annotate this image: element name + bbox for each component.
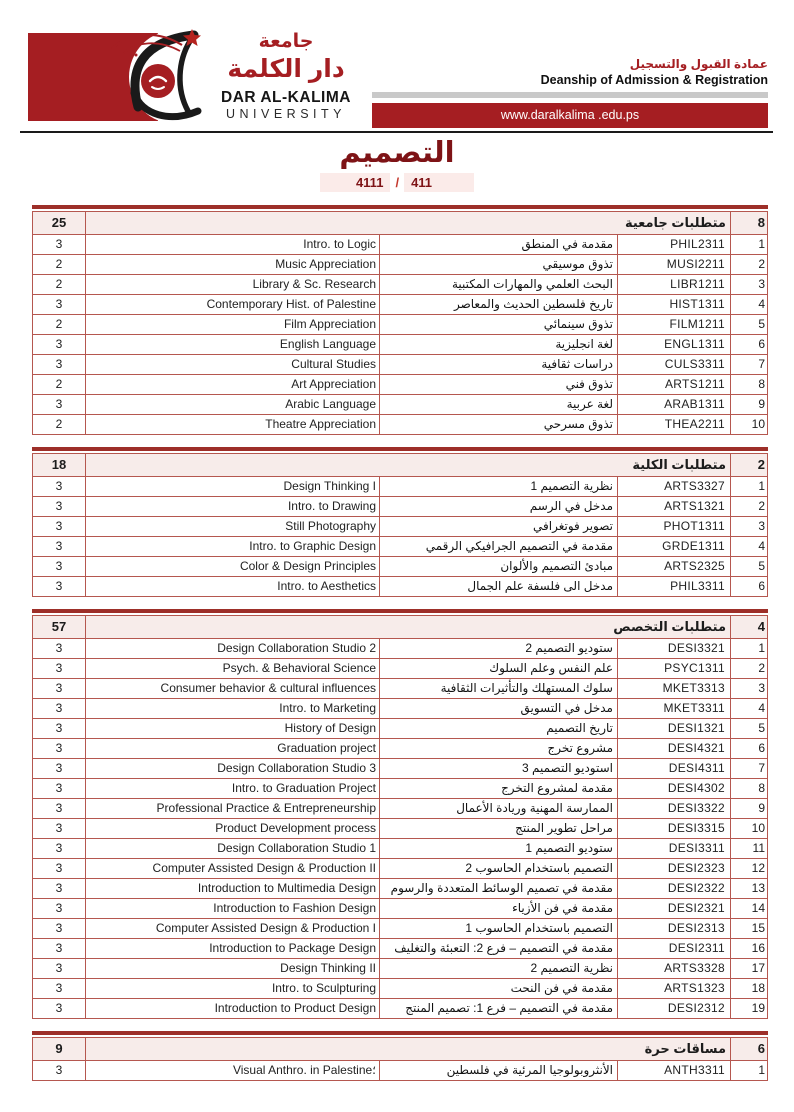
course-name-ar-cell: مقدمة في التصميم الجرافيكي الرقمي [380, 537, 618, 556]
course-row [33, 698, 767, 718]
row-number-cell: 6 [758, 337, 765, 351]
course-name-ar-cell: مقدمة في التصميم – فرع 2: التعبئة والتغليف [380, 939, 618, 958]
credit-hours-cell: 3 [33, 639, 86, 658]
gray-divider-bar [372, 92, 768, 98]
credit-hours-cell: 3 [33, 295, 86, 314]
credit-hours-cell: 3 [33, 999, 86, 1018]
credit-hours-cell: 3 [33, 395, 86, 414]
course-name-en-cell: Intro. to Sculpturing [86, 979, 380, 998]
course-row [33, 838, 767, 858]
course-name-en-cell: Art Appreciation [86, 375, 380, 394]
credit-hours-cell: 3 [33, 779, 86, 798]
deanship-title-arabic: عمادة القبول والتسجيل [629, 57, 768, 71]
course-code-cell: DESI2323 [618, 859, 731, 878]
course-name-ar-cell: لغة عربية [380, 395, 618, 414]
course-row [33, 958, 767, 978]
course-code-cell: ARTS3328 [618, 959, 731, 978]
row-number-cell: 11 [752, 841, 765, 855]
course-row [33, 858, 767, 878]
course-row [33, 414, 767, 434]
course-name-en-cell: Intro. to Drawing [86, 497, 380, 516]
course-name-en-cell: Color & Design Principles [86, 557, 380, 576]
credit-hours-cell: 3 [33, 679, 86, 698]
course-name-ar-cell: تذوق مسرحي [380, 415, 618, 434]
section-title: متطلبات جامعية [86, 212, 731, 234]
credit-hours-cell: 3 [33, 759, 86, 778]
course-name-ar-cell: الممارسة المهنية وريادة الأعمال [380, 799, 618, 818]
row-number-cell: 2 [758, 499, 765, 513]
credit-hours-cell: 3 [33, 959, 86, 978]
course-code-cell: FILM1211 [618, 315, 731, 334]
section-top-rule [32, 1031, 768, 1035]
university-name-english: DAR AL-KALIMA [221, 89, 351, 106]
section-top-rule [32, 205, 768, 209]
course-name-en-cell: Library & Sc. Research [86, 275, 380, 294]
section-table [32, 615, 768, 1019]
row-number-cell: 5 [758, 721, 765, 735]
course-code-cell: PHOT1311 [618, 517, 731, 536]
credit-hours-cell: 3 [33, 879, 86, 898]
credit-hours-cell: 3 [33, 335, 86, 354]
program-code-minor: 411 [404, 173, 474, 192]
course-row [33, 274, 767, 294]
course-name-en-cell: Intro. to Aesthetics [86, 577, 380, 596]
course-name-ar-cell: تصوير فوتغرافي [380, 517, 618, 536]
course-row [33, 576, 767, 596]
course-code-cell: ARTS1321 [618, 497, 731, 516]
row-number-cell: 1 [758, 641, 765, 655]
course-code-cell: DESI4302 [618, 779, 731, 798]
row-number-cell: 6 [758, 579, 765, 593]
row-number-cell: 10 [751, 417, 765, 431]
course-section [32, 1031, 768, 1081]
course-code-cell: DESI4321 [618, 739, 731, 758]
row-number-cell: 9 [758, 801, 765, 815]
course-name-en-cell: Introduction to Fashion Design [86, 899, 380, 918]
course-code-cell: ARTS3327 [618, 477, 731, 496]
section-number: 4 [757, 619, 765, 634]
course-name-ar-cell: مقدمة في المنطق [380, 235, 618, 254]
section-header-row [33, 1038, 767, 1060]
row-number-cell: 5 [758, 559, 765, 573]
course-name-en-cell: Intro. to Marketing [86, 699, 380, 718]
course-row [33, 798, 767, 818]
section-total-credits: 18 [33, 454, 86, 476]
credit-hours-cell: 3 [33, 919, 86, 938]
row-number-cell: 1 [758, 479, 765, 493]
row-number-cell: 1 [758, 237, 765, 251]
credit-hours-cell: 3 [33, 577, 86, 596]
deanship-block [541, 57, 768, 88]
row-number-cell: 4 [758, 297, 765, 311]
course-name-ar-cell: مقدمة لمشروع التخرج [380, 779, 618, 798]
course-row [33, 294, 767, 314]
credit-hours-cell: 3 [33, 699, 86, 718]
course-name-en-cell: Introduction to Product Design [86, 999, 380, 1018]
course-code-cell: CULS3311 [618, 355, 731, 374]
course-name-ar-cell: مبادئ التصميم والألوان [380, 557, 618, 576]
section-title: متطلبات الكلية [86, 454, 731, 476]
course-code-cell: DESI3322 [618, 799, 731, 818]
course-name-en-cell: Intro. to Graduation Project [86, 779, 380, 798]
row-number-cell: 5 [758, 317, 765, 331]
credit-hours-cell: 2 [33, 375, 86, 394]
course-row [33, 778, 767, 798]
credit-hours-cell: 3 [33, 659, 86, 678]
course-code-cell: ARTS2325 [618, 557, 731, 576]
course-name-ar-cell: البحث العلمي والمهارات المكتبية [380, 275, 618, 294]
credit-hours-cell: 3 [33, 477, 86, 496]
course-row [33, 254, 767, 274]
course-row [33, 334, 767, 354]
course-name-en-cell: Contemporary Hist. of Palestine [86, 295, 380, 314]
program-code-separator: / [395, 175, 400, 190]
course-name-en-cell: Theatre Appreciation [86, 415, 380, 434]
section-number: 8 [757, 215, 765, 230]
course-code-cell: DESI2312 [618, 999, 731, 1018]
course-name-ar-cell: مقدمة في تصميم الوسائط المتعددة والرسوم [380, 879, 618, 898]
course-name-en-cell: History of Design [86, 719, 380, 738]
university-name-english-sub: UNIVERSITY [225, 107, 346, 121]
course-row [33, 718, 767, 738]
course-name-en-cell: Music Appreciation [86, 255, 380, 274]
credit-hours-cell: 2 [33, 315, 86, 334]
section-total-credits: 25 [33, 212, 86, 234]
credit-hours-cell: 3 [33, 235, 86, 254]
course-code-cell: PSYC1311 [618, 659, 731, 678]
course-name-ar-cell: ستوديو التصميم 2 [380, 639, 618, 658]
section-header-row [33, 616, 767, 638]
course-name-en-cell: Introduction to Package Design [86, 939, 380, 958]
row-number-cell: 4 [758, 539, 765, 553]
course-code-cell: GRDE1311 [618, 537, 731, 556]
university-name-arabic-top: جامعة [258, 31, 314, 52]
course-name-en-cell: Design Thinking I [86, 477, 380, 496]
row-number-cell: 19 [751, 1001, 765, 1015]
course-row [33, 496, 767, 516]
course-row [33, 536, 767, 556]
course-name-en-cell: Intro. to Graphic Design [86, 537, 380, 556]
course-code-cell: ARTS1323 [618, 979, 731, 998]
section-top-rule [32, 447, 768, 451]
course-code-cell: DESI3311 [618, 839, 731, 858]
course-code-cell: THEA2211 [618, 415, 731, 434]
course-row [33, 938, 767, 958]
course-code-cell: DESI3315 [618, 819, 731, 838]
row-number-cell: 1 [758, 1063, 765, 1077]
row-number-cell: 8 [758, 377, 765, 391]
row-number-cell: 2 [758, 257, 765, 271]
course-code-cell: DESI2321 [618, 899, 731, 918]
course-name-en-cell: Intro. to Logic [86, 235, 380, 254]
course-name-en-cell: Product Development process [86, 819, 380, 838]
course-row [33, 898, 767, 918]
row-number-cell: 8 [758, 781, 765, 795]
course-name-en-cell: Introduction to Multimedia Design [86, 879, 380, 898]
course-name-ar-cell: علم النفس وعلم السلوك [380, 659, 618, 678]
course-name-ar-cell: التصميم باستخدام الحاسوب 2 [380, 859, 618, 878]
section-table [32, 211, 768, 435]
course-row [33, 658, 767, 678]
row-number-cell: 14 [751, 901, 765, 915]
course-row [33, 476, 767, 496]
row-number-cell: 10 [751, 821, 765, 835]
credit-hours-cell: 3 [33, 517, 86, 536]
row-number-cell: 3 [758, 519, 765, 533]
credit-hours-cell: 3 [33, 839, 86, 858]
course-code-cell: ARAB1311 [618, 395, 731, 414]
section-header-row [33, 454, 767, 476]
credit-hours-cell: 3 [33, 497, 86, 516]
course-name-ar-cell: تذوق سينمائي [380, 315, 618, 334]
course-section [32, 447, 768, 597]
course-name-ar-cell: مشروع تخرج [380, 739, 618, 758]
course-name-en-cell: Psych. & Behavioral Science [86, 659, 380, 678]
credit-hours-cell: 3 [33, 1061, 86, 1080]
course-row [33, 556, 767, 576]
credit-hours-cell: 2 [33, 415, 86, 434]
credit-hours-cell: 3 [33, 355, 86, 374]
course-code-cell: DESI2311 [618, 939, 731, 958]
course-row [33, 314, 767, 334]
course-name-en-cell: Professional Practice & Entrepreneurship [86, 799, 380, 818]
course-name-ar-cell: استوديو التصميم 3 [380, 759, 618, 778]
course-name-en-cell: Design Collaboration Studio 2 [86, 639, 380, 658]
section-total-credits: 9 [33, 1038, 86, 1060]
credit-hours-cell: 3 [33, 537, 86, 556]
university-name-block [210, 30, 362, 122]
course-name-en-cell: Still Photography [86, 517, 380, 536]
row-number-cell: 2 [758, 661, 765, 675]
course-name-ar-cell: الأنثروبولوجيا المرئية في فلسطين [380, 1061, 618, 1080]
section-title: متطلبات التخصص [86, 616, 731, 638]
program-code-bar [0, 173, 794, 192]
row-number-cell: 17 [751, 961, 765, 975]
course-code-cell: HIST1311 [618, 295, 731, 314]
course-code-cell: MKET3311 [618, 699, 731, 718]
course-name-en-cell: Film Appreciation [86, 315, 380, 334]
row-number-cell: 7 [758, 357, 765, 371]
course-name-en-cell: Design Thinking II [86, 959, 380, 978]
course-name-en-cell: Arabic Language [86, 395, 380, 414]
deanship-title-english: Deanship of Admission & Registration [540, 73, 768, 87]
course-code-cell: DESI3321 [618, 639, 731, 658]
course-name-en-cell: Computer Assisted Design & Production I [86, 919, 380, 938]
course-code-cell: ENGL1311 [618, 335, 731, 354]
course-code-cell: MKET3313 [618, 679, 731, 698]
program-code-major: 4111 [320, 173, 391, 192]
website-bar: www.daralkalima .edu.ps [372, 103, 768, 128]
course-code-cell: LIBR1211 [618, 275, 731, 294]
course-name-en-cell: Design Collaboration Studio 3 [86, 759, 380, 778]
credit-hours-cell: 3 [33, 979, 86, 998]
course-row [33, 878, 767, 898]
course-name-en-cell: English Language [86, 335, 380, 354]
row-number-cell: 9 [758, 397, 765, 411]
course-code-cell: ANTH3311 [618, 1061, 731, 1080]
course-name-ar-cell: مقدمة في التصميم – فرع 1: تصميم المنتج [380, 999, 618, 1018]
course-row [33, 978, 767, 998]
section-header-row [33, 212, 767, 234]
course-name-en-cell: Computer Assisted Design & Production II [86, 859, 380, 878]
sections-area [32, 205, 768, 1093]
section-title: مساقات حرة [86, 1038, 731, 1060]
course-name-ar-cell: سلوك المستهلك والتأثيرات الثقافية [380, 679, 618, 698]
course-name-en-cell: Cultural Studies [86, 355, 380, 374]
course-section [32, 609, 768, 1019]
course-name-ar-cell: مدخل الى فلسفة علم الجمال [380, 577, 618, 596]
course-name-ar-cell: مقدمة في فن الأزياء [380, 899, 618, 918]
course-row [33, 1060, 767, 1080]
section-table [32, 453, 768, 597]
section-number: 6 [757, 1041, 765, 1056]
row-number-cell: 15 [751, 921, 765, 935]
logo-seal [141, 64, 175, 98]
section-top-rule [32, 609, 768, 613]
course-code-cell: PHIL2311 [618, 235, 731, 254]
course-row [33, 998, 767, 1018]
credit-hours-cell: 3 [33, 799, 86, 818]
credit-hours-cell: 3 [33, 719, 86, 738]
course-row [33, 818, 767, 838]
course-name-ar-cell: التصميم باستخدام الحاسوب 1 [380, 919, 618, 938]
credit-hours-cell: 3 [33, 939, 86, 958]
course-name-ar-cell: دراسات ثقافية [380, 355, 618, 374]
course-row [33, 374, 767, 394]
credit-hours-cell: 3 [33, 557, 86, 576]
section-table [32, 1037, 768, 1081]
page-title: التصميم [339, 137, 455, 169]
course-name-ar-cell: لغة انجليزية [380, 335, 618, 354]
course-code-cell: MUSI2211 [618, 255, 731, 274]
credit-hours-cell: 3 [33, 859, 86, 878]
credit-hours-cell: 3 [33, 899, 86, 918]
row-number-cell: 3 [758, 277, 765, 291]
course-row [33, 516, 767, 536]
course-name-ar-cell: نظرية التصميم 1 [380, 477, 618, 496]
row-number-cell: 4 [758, 701, 765, 715]
row-number-cell: 6 [758, 741, 765, 755]
row-number-cell: 12 [751, 861, 765, 875]
section-total-credits: 57 [33, 616, 86, 638]
section-number: 2 [757, 457, 765, 472]
course-code-cell: DESI2322 [618, 879, 731, 898]
course-row [33, 738, 767, 758]
credit-hours-cell: 2 [33, 255, 86, 274]
course-code-cell: ARTS1211 [618, 375, 731, 394]
course-name-ar-cell: مدخل في التسويق [380, 699, 618, 718]
row-number-cell: 13 [751, 881, 765, 895]
course-row [33, 234, 767, 254]
course-code-cell: DESI2313 [618, 919, 731, 938]
course-row [33, 394, 767, 414]
course-code-cell: PHIL3311 [618, 577, 731, 596]
credit-hours-cell: 2 [33, 275, 86, 294]
course-name-en-cell: Graduation project [86, 739, 380, 758]
course-code-cell: DESI4311 [618, 759, 731, 778]
course-code-cell: DESI1321 [618, 719, 731, 738]
university-logo [24, 26, 224, 126]
row-number-cell: 16 [751, 941, 765, 955]
course-name-en-cell: Consumer behavior & cultural influences [86, 679, 380, 698]
university-name-arabic-bottom: دار الكلمة [227, 55, 345, 83]
course-name-en-cell: Design Collaboration Studio 1 [86, 839, 380, 858]
course-name-ar-cell: مراحل تطوير المنتج [380, 819, 618, 838]
row-number-cell: 3 [758, 681, 765, 695]
row-number-cell: 18 [751, 981, 765, 995]
course-section [32, 205, 768, 435]
course-row [33, 354, 767, 374]
course-name-ar-cell: نظرية التصميم 2 [380, 959, 618, 978]
course-name-en-cell: ؛Visual Anthro. in Palestine [86, 1061, 380, 1080]
row-number-cell: 7 [758, 761, 765, 775]
credit-hours-cell: 3 [33, 819, 86, 838]
course-name-ar-cell: مقدمة في فن النحت [380, 979, 618, 998]
course-row [33, 918, 767, 938]
header-divider-line [20, 131, 773, 133]
course-row [33, 758, 767, 778]
course-name-ar-cell: مدخل في الرسم [380, 497, 618, 516]
credit-hours-cell: 3 [33, 739, 86, 758]
course-row [33, 638, 767, 658]
course-name-ar-cell: تذوق موسيقي [380, 255, 618, 274]
course-name-ar-cell: تذوق فني [380, 375, 618, 394]
course-name-ar-cell: ستوديو التصميم 1 [380, 839, 618, 858]
course-row [33, 678, 767, 698]
course-name-ar-cell: تاريخ التصميم [380, 719, 618, 738]
course-name-ar-cell: تاريخ فلسطين الحديث والمعاصر [380, 295, 618, 314]
